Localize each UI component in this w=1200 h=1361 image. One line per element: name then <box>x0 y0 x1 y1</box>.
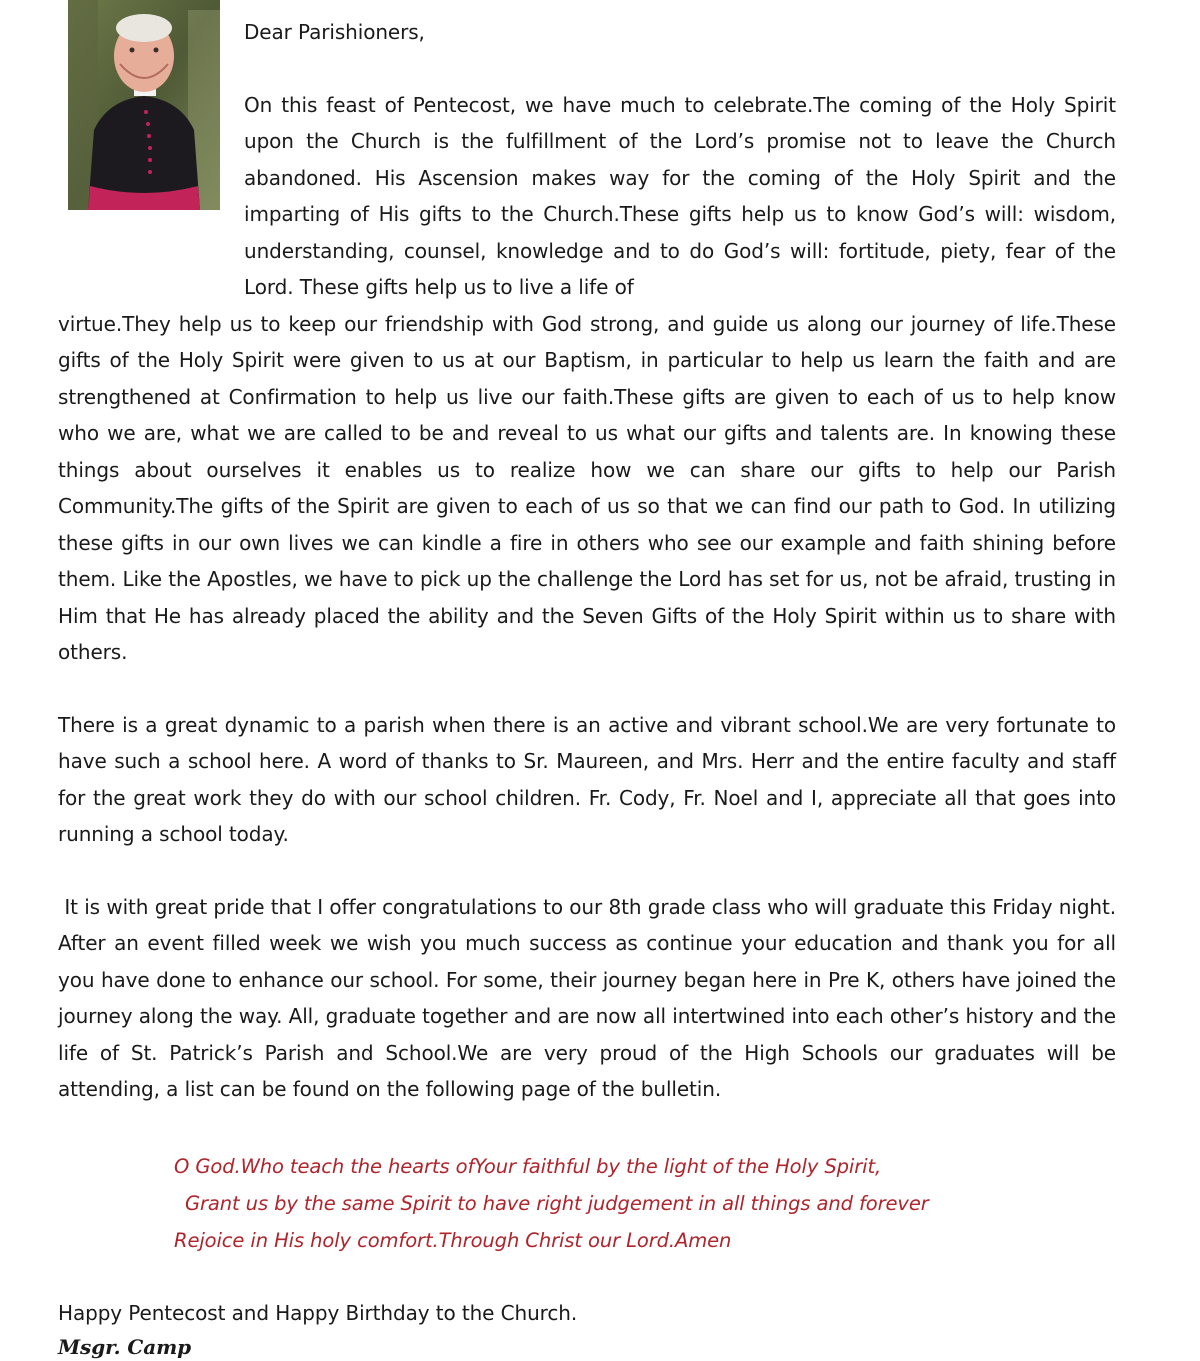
paragraph-2: There is a great dynamic to a parish when there is an active and vibrant school.We are very fortunate to have such a school here. A word of thanks to Sr. Maureen, and Mrs. Herr and the entire faculty and staff for the great work they do with our school children. Fr. Cody, Fr. Noel and I, appreciate all that goes into running a school today. <box>58 712 1116 846</box>
signature: Msgr. Camp <box>58 1335 192 1359</box>
prayer-line: Grant us by the same Spirit to have right judgement in all things and forever <box>185 1191 929 1215</box>
paragraph-1-continued: virtue.They help us to keep our friendship with God strong, and guide us along our journey of life.These gifts of the Holy Spirit were given to us at our Baptism, in particular to help us learn the faith and are strengthened at Confirmation to help us live our faith.These gifts are given to each of us to help know who we are, what we are called to be and reveal to us what our gifts and talents are. In knowing these things about ourselves it enables us to realize how we can share our gifts to help our Parish Community.The gifts of the Spirit are given to each of us so that we can find our path to God. In utilizing these gifts in our own lives we can kindle a fire in others who see our example and faith shining before them. Like the Apostles, we have to pick up the challenge the Lord has set for us, not be afraid, trusting in Him that He has already placed the ability and the Seven Gifts of the Holy Spirit within us to share with others. <box>58 311 1116 664</box>
closing-line: Happy Pentecost and Happy Birthday to the Church. <box>58 1300 578 1325</box>
prayer <box>174 1148 1116 1259</box>
prayer-line: Rejoice in His holy comfort.Through Christ our Lord.Amen <box>174 1228 732 1252</box>
letter-body <box>58 14 1123 1361</box>
salutation: Dear Parishioners, <box>244 20 425 44</box>
paragraph-3: It is with great pride that I offer congratulations to our 8th grade class who will graduate this Friday night. After an event filled week we wish you much success as continue your education and thank you for all you have done to enhance our school. For some, their journey began here in Pre K, others have joined the journey along the way. All, graduate together and are now all intertwined into each other’s history and the life of St. Patrick’s Parish and School.We are very proud of the High Schools our graduates will be attending, a list can be found on the following page of the bulletin. <box>58 894 1123 1101</box>
paragraph-1-intro: On this feast of Pentecost, we have much to celebrate.The coming of the Holy Spirit upon the Church is the fulfillment of the Lord’s promise not to leave the Church abandoned. His Ascension makes way for the coming of the Holy Spirit and the imparting of His gifts to the Church.These gifts help us to know God’s will: wisdom, understanding, counsel, knowledge and to do God’s will: fortitude, piety, fear of the Lord. These gifts help us to live a life of <box>244 92 1116 299</box>
prayer-line: O God.Who teach the hearts ofYour faithful by the light of the Holy Spirit, <box>174 1154 882 1178</box>
